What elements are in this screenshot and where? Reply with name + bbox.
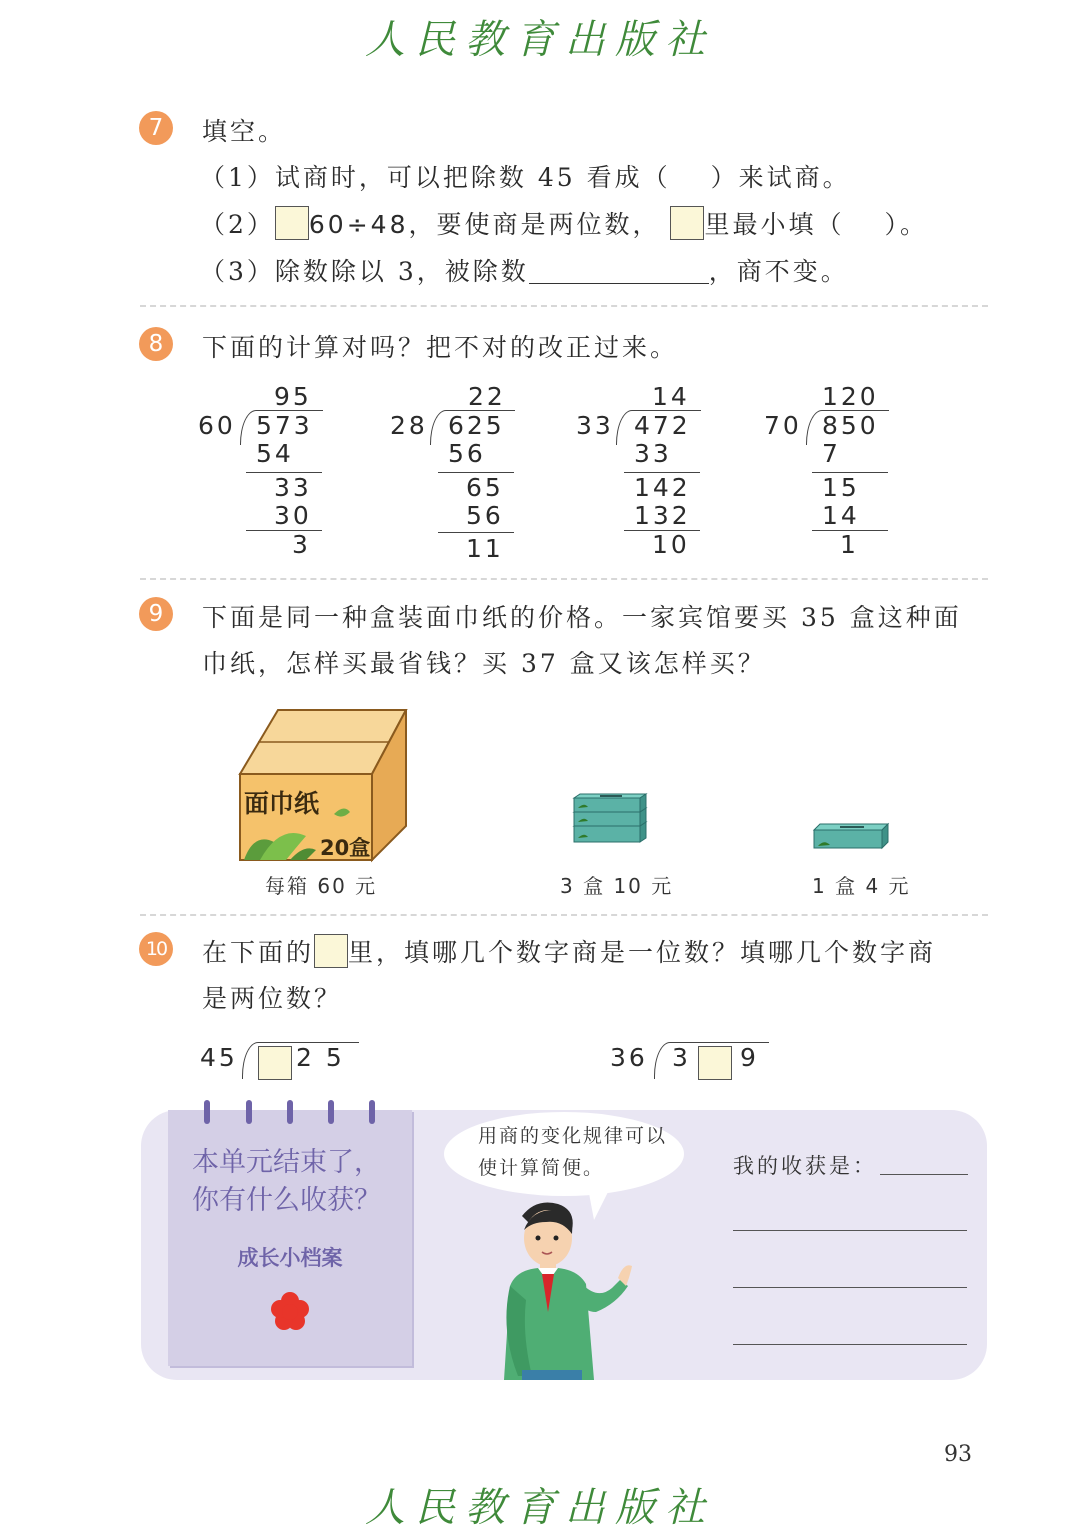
q7-item2-digit-box[interactable] (275, 206, 309, 240)
section-divider (140, 914, 988, 916)
quotient: 22 (468, 382, 506, 411)
harvest-write-line-2[interactable] (733, 1230, 967, 1231)
notepad-ring (369, 1100, 375, 1124)
long-division-4 (762, 380, 902, 570)
notepad-ring (287, 1100, 293, 1124)
step-product: 56 (466, 501, 504, 530)
q7-item2-prefix: （2） (200, 210, 275, 239)
step-product: 56 (448, 439, 486, 468)
q7-item3-suffix: ，商不变。 (708, 257, 849, 286)
price-single-box: 1 盒 4 元 (812, 874, 911, 898)
question-10-line-2: 是两位数？ (202, 984, 343, 1013)
quotient: 120 (822, 382, 879, 411)
question-7-item-1 (200, 158, 851, 194)
final-remainder: 11 (466, 534, 504, 563)
q7-item1-suffix: ）来试商。 (710, 163, 851, 192)
carton-count: 20盒 (320, 836, 371, 860)
division-problem-1 (198, 1038, 368, 1084)
step-remainder: 65 (466, 473, 504, 502)
tissue-box-stack-illustration (572, 792, 650, 846)
notepad-subtitle: 成长小档案 (237, 1246, 343, 1270)
publisher-watermark-top: 人民教育出版社 (365, 17, 715, 63)
dividend: 573 (256, 411, 313, 440)
harvest-write-line-1[interactable] (880, 1174, 968, 1175)
dividend-digit-box[interactable] (698, 1046, 732, 1080)
harvest-write-line-3[interactable] (733, 1287, 967, 1288)
notepad-ring (328, 1100, 334, 1124)
dividend: 850 (822, 411, 879, 440)
long-division-1 (196, 380, 336, 570)
divisor: 70 (764, 411, 802, 440)
q10-digit-box-ref (314, 934, 348, 968)
final-remainder: 10 (652, 530, 690, 559)
carton-label: 面巾纸 (244, 789, 320, 818)
question-9-badge: 9 (139, 597, 173, 631)
question-7-item-2 (200, 205, 928, 241)
notepad-ring (204, 1100, 210, 1124)
step-product: 132 (634, 501, 691, 530)
step-remainder: 33 (274, 473, 312, 502)
dividend-digit-box[interactable] (258, 1046, 292, 1080)
divisor: 45 (200, 1043, 238, 1072)
question-9-line-1: 下面是同一种盒装面巾纸的价格。一家宾馆要买 35 盒这种面 (202, 603, 962, 632)
tissue-box-single-illustration (812, 822, 890, 852)
subtraction-line (438, 532, 514, 533)
harvest-label: 我的收获是： (733, 1154, 877, 1178)
question-10-badge: 10 (139, 932, 173, 966)
question-8-title: 下面的计算对吗？把不对的改正过来。 (202, 333, 679, 362)
long-division-2 (388, 380, 528, 570)
dividend: 472 (634, 411, 691, 440)
question-7-badge: 7 (139, 111, 173, 145)
long-division-3 (574, 380, 714, 570)
division-problem-2 (608, 1038, 778, 1084)
step-product: 7 (822, 439, 841, 468)
divisor: 33 (576, 411, 614, 440)
dividend: 625 (448, 411, 505, 440)
notepad-title: 本单元结束了，你有什么收获？ (192, 1147, 381, 1216)
notepad-ring (246, 1100, 252, 1124)
q7-item2-suffix: 里最小填（ (704, 210, 845, 239)
dividend-last-digit: 9 (740, 1043, 759, 1072)
question-7-item-3 (200, 252, 849, 288)
divisor: 36 (610, 1043, 648, 1072)
step-product: 30 (274, 501, 312, 530)
q7-item3-answer-line[interactable] (529, 259, 709, 284)
price-carton: 每箱 60 元 (265, 874, 378, 898)
section-divider (140, 305, 988, 307)
q10-line1-suffix: 里，填哪几个数字商是一位数？填哪几个数字商 (348, 938, 937, 967)
harvest-write-line-4[interactable] (733, 1344, 967, 1345)
step-product: 14 (822, 501, 860, 530)
q7-item2-end: ）。 (884, 210, 929, 239)
final-remainder: 1 (840, 530, 859, 559)
question-8-badge: 8 (139, 327, 173, 361)
quotient: 14 (652, 382, 690, 411)
step-product: 33 (634, 439, 672, 468)
flower-icon (268, 1290, 312, 1334)
step-product: 54 (256, 439, 294, 468)
divisor: 28 (390, 411, 428, 440)
page-number: 93 (944, 1442, 972, 1467)
dividend-digits: 2 5 (296, 1043, 345, 1072)
section-divider (140, 578, 988, 580)
question-7-title: 填空。 (202, 117, 287, 146)
q7-item1-prefix: （1）试商时，可以把除数 45 看成（ (200, 163, 671, 192)
question-9-line-2: 巾纸，怎样买最省钱？买 37 盒又该怎样买？ (202, 649, 766, 678)
step-remainder: 15 (822, 473, 860, 502)
q7-item3-prefix: （3）除数除以 3，被除数 (200, 257, 529, 286)
publisher-watermark-bottom: 人民教育出版社 (365, 1485, 715, 1531)
q7-item2-middle: 60÷48，要使商是两位数， (308, 210, 661, 239)
price-three-boxes: 3 盒 10 元 (560, 874, 674, 898)
step-remainder: 142 (634, 473, 691, 502)
divisor: 60 (198, 411, 236, 440)
question-10-line-1 (202, 933, 936, 969)
speech-bubble-text: 用商的变化规律可以使计算简便。 (478, 1125, 668, 1179)
q10-line1-prefix: 在下面的 (202, 938, 315, 967)
student-boy-illustration (492, 1200, 638, 1380)
final-remainder: 3 (292, 530, 311, 559)
quotient: 95 (274, 382, 312, 411)
q7-item2-digit-box-ref[interactable] (670, 206, 704, 240)
dividend-first-digit: 3 (672, 1043, 691, 1072)
